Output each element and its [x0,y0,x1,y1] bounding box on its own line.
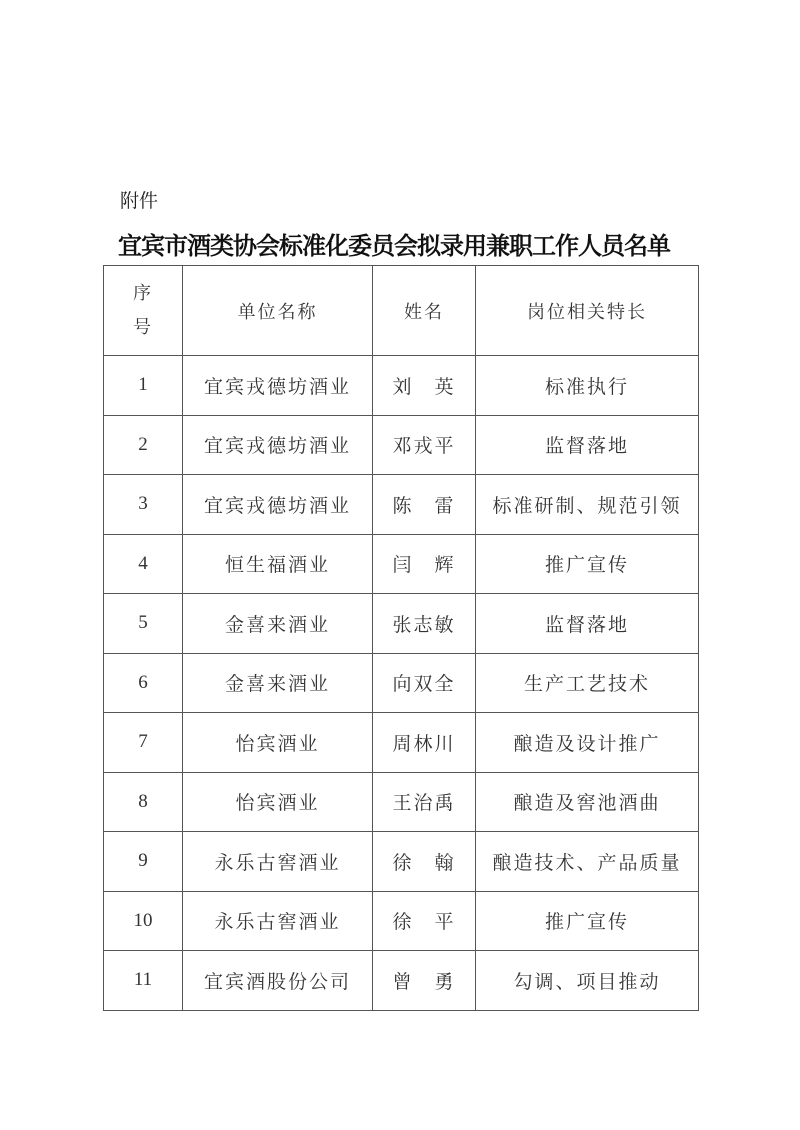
cell-name: 闫 辉 [373,534,476,594]
cell-unit: 宜宾戎德坊酒业 [183,356,373,416]
cell-seq: 5 [104,594,183,654]
cell-specialty: 酿造技术、产品质量 [476,832,699,892]
cell-specialty: 勾调、项目推动 [476,951,699,1011]
cell-specialty: 标准研制、规范引领 [476,475,699,535]
cell-name: 王治禹 [373,772,476,832]
cell-specialty: 标准执行 [476,356,699,416]
cell-seq: 2 [104,415,183,475]
table-row [104,951,699,1011]
cell-seq: 8 [104,772,183,832]
table-row [104,891,699,951]
cell-name: 徐 平 [373,891,476,951]
cell-name: 陈 雷 [373,475,476,535]
cell-name: 向双全 [373,653,476,713]
cell-seq: 3 [104,475,183,535]
header-unit: 单位名称 [183,266,373,356]
attachment-label: 附件 [120,190,159,212]
table-row [104,653,699,713]
table-row [104,534,699,594]
cell-seq: 9 [104,832,183,892]
header-name: 姓名 [373,266,476,356]
cell-specialty: 酿造及窖池酒曲 [476,772,699,832]
cell-name: 邓戎平 [373,415,476,475]
cell-seq: 1 [104,356,183,416]
cell-unit: 怡宾酒业 [183,772,373,832]
table-row [104,832,699,892]
table-row [104,356,699,416]
cell-unit: 永乐古窖酒业 [183,832,373,892]
table-row [104,772,699,832]
table-row [104,415,699,475]
cell-specialty: 生产工艺技术 [476,653,699,713]
cell-unit: 永乐古窖酒业 [183,891,373,951]
cell-name: 徐 翰 [373,832,476,892]
cell-name: 张志敏 [373,594,476,654]
cell-seq: 10 [104,891,183,951]
staff-list-table [103,265,699,1011]
cell-seq: 11 [104,951,183,1011]
cell-seq: 4 [104,534,183,594]
header-specialty: 岗位相关特长 [476,266,699,356]
table-header-row [104,266,699,356]
document-title: 宜宾市酒类协会标准化委员会拟录用兼职工作人员名单 [118,231,670,260]
cell-name: 刘 英 [373,356,476,416]
cell-unit: 宜宾戎德坊酒业 [183,475,373,535]
table-row [104,475,699,535]
table-row [104,713,699,773]
cell-unit: 宜宾戎德坊酒业 [183,415,373,475]
cell-name: 曾 勇 [373,951,476,1011]
cell-name: 周林川 [373,713,476,773]
cell-specialty: 监督落地 [476,594,699,654]
header-seq: 序 号 [104,266,183,356]
cell-unit: 宜宾酒股份公司 [183,951,373,1011]
cell-seq: 6 [104,653,183,713]
cell-unit: 怡宾酒业 [183,713,373,773]
cell-unit: 金喜来酒业 [183,653,373,713]
cell-specialty: 酿造及设计推广 [476,713,699,773]
cell-unit: 金喜来酒业 [183,594,373,654]
cell-specialty: 推广宣传 [476,534,699,594]
cell-seq: 7 [104,713,183,773]
cell-unit: 恒生福酒业 [183,534,373,594]
cell-specialty: 推广宣传 [476,891,699,951]
cell-specialty: 监督落地 [476,415,699,475]
table-row [104,594,699,654]
